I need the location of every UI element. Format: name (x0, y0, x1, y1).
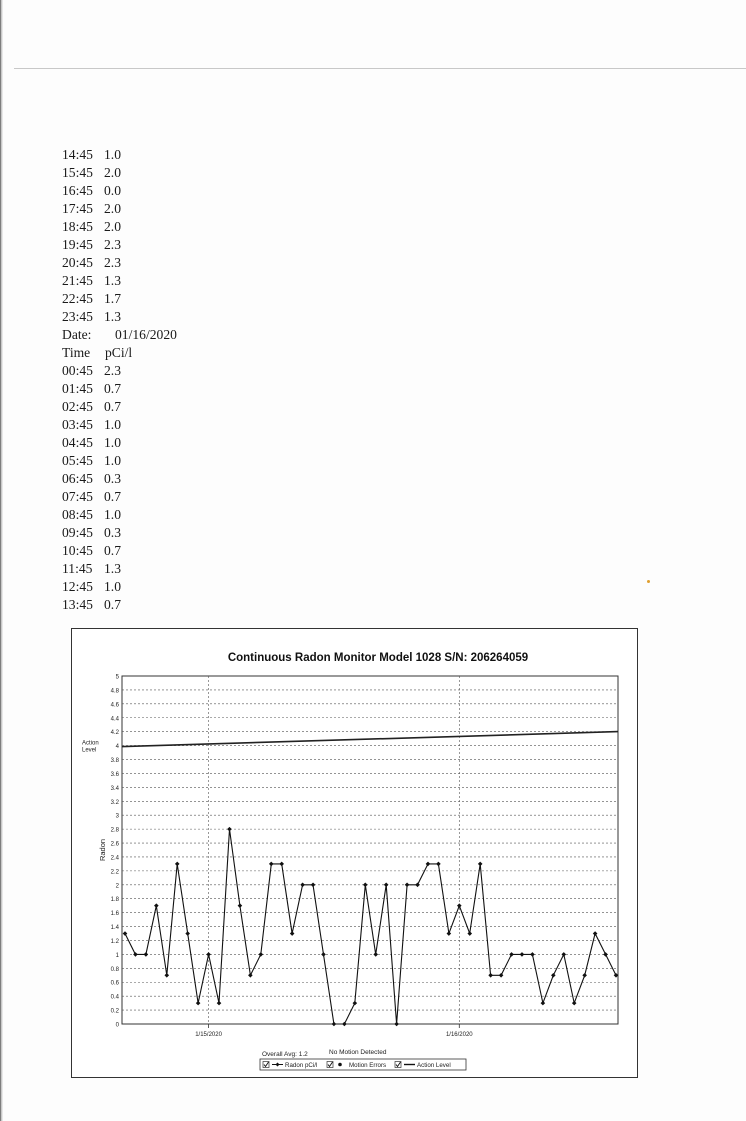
reading-row (62, 560, 177, 578)
radon-data-point (311, 883, 316, 888)
radon-data-point (164, 973, 169, 978)
radon-data-point (436, 862, 441, 867)
reading-value: 0.7 (104, 399, 121, 414)
reading-row (62, 218, 177, 236)
reading-time: 03:45 (62, 417, 93, 432)
reading-value: 2.3 (104, 237, 121, 252)
reading-row (62, 164, 177, 182)
radon-data-point (227, 827, 232, 832)
y-tick-label: 3 (115, 813, 119, 820)
reading-value: 1.0 (104, 507, 121, 522)
overall-average: Overall Avg: 1.2 (262, 1051, 308, 1058)
reading-time: 06:45 (62, 471, 93, 486)
y-tick-label: 0.4 (110, 994, 119, 1001)
reading-value: 2.0 (104, 201, 121, 216)
x-tick-label: 1/16/2020 (445, 1032, 473, 1038)
radon-data-point (457, 903, 462, 908)
reading-time: 01:45 (62, 381, 93, 396)
radon-data-point (572, 1001, 577, 1006)
reading-row (62, 416, 177, 434)
y-tick-label: 1.4 (110, 925, 119, 932)
radon-data-point (509, 952, 514, 957)
scan-edge-shadow (0, 0, 3, 1121)
reading-row (62, 308, 177, 326)
y-tick-label: 2.4 (110, 855, 119, 862)
reading-row (62, 596, 177, 614)
reading-value: 1.0 (104, 453, 121, 468)
reading-value: 2.0 (104, 219, 121, 234)
radon-data-point (384, 883, 389, 888)
reading-time: 21:45 (62, 273, 93, 288)
y-tick-label: 0 (115, 1022, 119, 1029)
reading-time: 09:45 (62, 525, 93, 540)
date-row (62, 326, 177, 344)
radon-data-point (520, 952, 525, 957)
date-value: 01/16/2020 (115, 327, 177, 342)
y-tick-label: 2 (115, 883, 119, 890)
radon-data-point (175, 862, 180, 867)
reading-row (62, 362, 177, 380)
reading-time: 00:45 (62, 363, 93, 378)
readings-day-1 (62, 146, 177, 326)
radon-data-point (332, 1022, 337, 1027)
reading-time: 14:45 (62, 147, 93, 162)
radon-data-point (373, 952, 378, 957)
legend-entry: Radon pCi/l (285, 1062, 318, 1069)
reading-value: 1.0 (104, 417, 121, 432)
legend-entry: Action Level (417, 1062, 451, 1069)
reading-time: 20:45 (62, 255, 93, 270)
radon-data-point (300, 883, 305, 888)
reading-row (62, 146, 177, 164)
reading-time: 08:45 (62, 507, 93, 522)
y-tick-label: 3.6 (110, 771, 119, 778)
radon-data-point (593, 931, 598, 936)
radon-data-point (206, 952, 211, 957)
radon-data-point (217, 1001, 222, 1006)
radon-data-point (447, 931, 452, 936)
reading-time: 05:45 (62, 453, 93, 468)
y-tick-label: 4.8 (110, 688, 119, 695)
readings-day-2 (62, 362, 177, 614)
reading-value: 0.7 (104, 543, 121, 558)
radon-data-point (185, 931, 190, 936)
reading-row (62, 434, 177, 452)
reading-row (62, 182, 177, 200)
radon-data-point (123, 931, 128, 936)
action-level-line (122, 732, 618, 747)
reading-time: 19:45 (62, 237, 93, 252)
radon-data-point (499, 973, 504, 978)
radon-data-point (541, 1001, 546, 1006)
y-tick-label: 2.2 (110, 869, 119, 876)
reading-row (62, 254, 177, 272)
x-tick-label: 1/15/2020 (195, 1032, 222, 1038)
y-tick-label: 4 (115, 744, 119, 751)
radon-data-point (259, 952, 264, 957)
reading-value: 2.0 (104, 165, 121, 180)
legend-dot-icon (338, 1063, 342, 1067)
reading-time: 04:45 (62, 435, 93, 450)
y-tick-label: 0.2 (110, 1008, 119, 1015)
y-tick-label: 4.4 (110, 716, 119, 723)
y-tick-label: 5 (115, 674, 119, 681)
plot-area (122, 676, 618, 1024)
reading-value: 2.3 (104, 255, 121, 270)
radon-data-point (279, 862, 284, 867)
y-tick-label: 0.6 (110, 980, 119, 987)
y-axis-title: Radon (98, 838, 107, 862)
radon-data-point (154, 903, 159, 908)
radon-data-point (530, 952, 535, 957)
reading-time: 07:45 (62, 489, 93, 504)
reading-time: 02:45 (62, 399, 93, 414)
radon-data-point (561, 952, 566, 957)
radon-data-point (415, 883, 420, 888)
radon-data-point (353, 1001, 358, 1006)
radon-data-point (144, 952, 149, 957)
radon-data-point (196, 1001, 201, 1006)
y-tick-label: 1 (115, 952, 119, 959)
reading-value: 0.7 (104, 489, 121, 504)
reading-time: 22:45 (62, 291, 93, 306)
radon-data-point (363, 883, 368, 888)
y-tick-label: 4.2 (110, 730, 119, 737)
radon-data-point (133, 952, 138, 957)
y-tick-label: 1.6 (110, 911, 119, 918)
radon-chart-svg (72, 629, 637, 1077)
reading-row (62, 236, 177, 254)
reading-time: 16:45 (62, 183, 93, 198)
reading-row (62, 470, 177, 488)
action-level-label: Action (82, 740, 99, 747)
radon-data-point (238, 903, 243, 908)
y-tick-label: 3.4 (110, 785, 119, 792)
chart-title: Continuous Radon Monitor Model 1028 S/N: 206264059 (227, 652, 529, 664)
reading-row (62, 200, 177, 218)
radon-data-point (478, 862, 483, 867)
reading-value: 0.3 (104, 471, 121, 486)
time-header: Time (62, 345, 91, 360)
radon-data-point (269, 862, 274, 867)
motion-status: No Motion Detected (329, 1049, 387, 1056)
reading-value: 1.3 (104, 309, 121, 324)
reading-value: 0.3 (104, 525, 121, 540)
reading-value: 1.3 (104, 561, 121, 576)
y-tick-label: 4.6 (110, 702, 119, 709)
legend-entry: Motion Errors (349, 1062, 387, 1069)
reading-value: 2.3 (104, 363, 121, 378)
radon-data-point (467, 931, 472, 936)
y-tick-label: 2.8 (110, 827, 119, 834)
reading-time: 17:45 (62, 201, 93, 216)
reading-row (62, 380, 177, 398)
reading-value: 0.0 (104, 183, 121, 198)
page-top-rule (14, 68, 746, 69)
reading-value: 1.0 (104, 435, 121, 450)
reading-value: 1.0 (104, 579, 121, 594)
radon-data-point (321, 952, 326, 957)
date-label: Date: (62, 327, 92, 342)
radon-data-point (405, 883, 410, 888)
radon-data-point (342, 1022, 347, 1027)
radon-data-point (394, 1022, 399, 1027)
y-tick-label: 3.8 (110, 758, 119, 765)
unit-header: pCi/l (105, 345, 133, 360)
y-tick-label: 1.8 (110, 897, 119, 904)
reading-value: 0.7 (104, 597, 121, 612)
reading-value: 1.3 (104, 273, 121, 288)
reading-value: 0.7 (104, 381, 121, 396)
reading-time: 18:45 (62, 219, 93, 234)
reading-row (62, 524, 177, 542)
reading-value: 1.7 (104, 291, 121, 306)
reading-row (62, 488, 177, 506)
reading-row (62, 506, 177, 524)
reading-time: 11:45 (62, 561, 93, 576)
reading-row (62, 452, 177, 470)
reading-time: 10:45 (62, 543, 93, 558)
action-level-label: Level (82, 747, 97, 754)
reading-row (62, 290, 177, 308)
y-tick-label: 3.2 (110, 799, 119, 806)
y-tick-label: 1.2 (110, 938, 119, 945)
reading-time: 12:45 (62, 579, 93, 594)
column-header-row (62, 344, 177, 362)
radon-data-point (290, 931, 295, 936)
reading-row (62, 578, 177, 596)
radon-chart (71, 628, 638, 1078)
y-tick-label: 0.8 (110, 966, 119, 973)
reading-time: 13:45 (62, 597, 93, 612)
reading-row (62, 542, 177, 560)
reading-time: 23:45 (62, 309, 93, 324)
radon-data-point (603, 952, 608, 957)
radon-data-point (582, 973, 587, 978)
radon-data-point (488, 973, 493, 978)
radon-data-point (426, 862, 431, 867)
reading-row (62, 398, 177, 416)
readings-list (62, 146, 177, 614)
reading-row (62, 272, 177, 290)
y-tick-label: 2.6 (110, 841, 119, 848)
radon-data-point (551, 973, 556, 978)
reading-time: 15:45 (62, 165, 93, 180)
scan-speck (647, 580, 650, 583)
radon-data-point (248, 973, 253, 978)
reading-value: 1.0 (104, 147, 121, 162)
